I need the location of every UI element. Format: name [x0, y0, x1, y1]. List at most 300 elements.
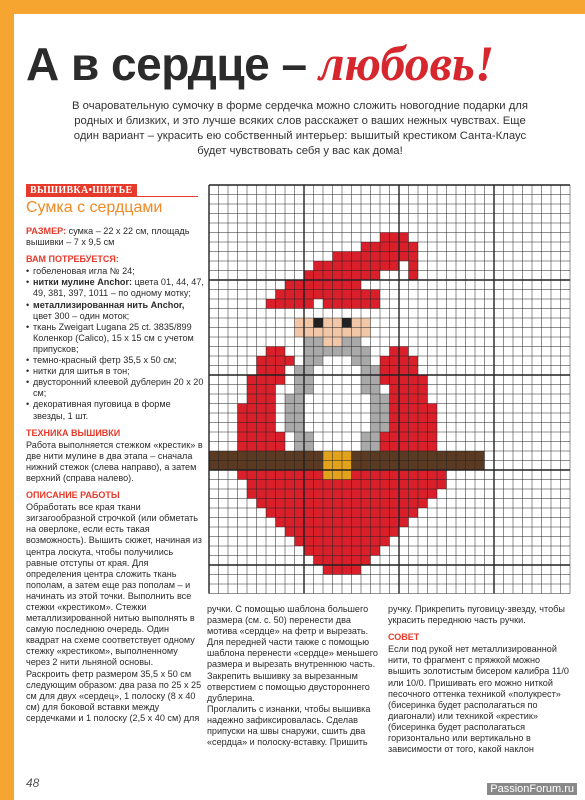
stitch-red — [399, 385, 409, 395]
stitch-white — [285, 385, 295, 395]
stitch-red — [371, 527, 381, 537]
stitch-red — [371, 508, 381, 518]
stitch-red — [247, 470, 257, 480]
stitch-white — [323, 432, 333, 442]
stitch-red — [238, 432, 248, 442]
stitch-red — [285, 470, 295, 480]
stitch-white — [285, 442, 295, 452]
stitch-red — [409, 394, 419, 404]
stitch-red — [380, 233, 390, 243]
stitch-white — [352, 404, 362, 414]
stitch-red — [314, 537, 324, 547]
stitch-white — [418, 280, 428, 290]
stitch-red — [437, 480, 447, 490]
stitch-red — [399, 470, 409, 480]
stitch-red — [276, 299, 286, 309]
stitch-white — [371, 309, 381, 319]
stitch-red — [295, 537, 305, 547]
stitch-red — [285, 489, 295, 499]
stitch-red — [399, 508, 409, 518]
stitch-red — [352, 499, 362, 509]
stitch-red — [333, 518, 343, 528]
stitch-gray — [371, 404, 381, 414]
column-middle — [207, 604, 379, 748]
stitch-red — [323, 261, 333, 271]
stitch-white — [285, 318, 295, 328]
stitch-red — [399, 432, 409, 442]
stitch-red — [361, 527, 371, 537]
stitch-white — [314, 394, 324, 404]
stitch-gold — [323, 470, 333, 480]
stitch-skin — [323, 337, 333, 347]
stitch-red — [342, 518, 352, 528]
stitch-brown — [285, 451, 295, 461]
stitch-white — [333, 413, 343, 423]
stitch-white — [352, 413, 362, 423]
stitch-red — [333, 299, 343, 309]
stitch-gray — [371, 375, 381, 385]
cross-stitch-chart — [207, 183, 571, 595]
stitch-red — [238, 413, 248, 423]
stitch-red — [266, 356, 276, 366]
stitch-gray — [371, 423, 381, 433]
stitch-red — [323, 499, 333, 509]
stitch-red — [352, 508, 362, 518]
stitch-brown — [352, 451, 362, 461]
stitch-skin — [361, 318, 371, 328]
stitch-red — [399, 356, 409, 366]
stitch-brown — [209, 461, 219, 471]
stitch-brown — [228, 461, 238, 471]
stitch-gray — [380, 394, 390, 404]
stitch-red — [323, 565, 333, 575]
technique-text: Работа выполняется стежком «крестик» в две нити мулине в два этапа – сначала нижний стежок (слева направо), а затем верхний (справа налево). — [26, 439, 203, 483]
stitch-brown — [276, 461, 286, 471]
stitch-red — [333, 280, 343, 290]
stitch-red — [390, 432, 400, 442]
stitch-red — [304, 299, 314, 309]
stitch-gray — [285, 404, 295, 414]
stitch-red — [314, 508, 324, 518]
stitch-red — [333, 527, 343, 537]
stitch-red — [295, 518, 305, 528]
stitch-red — [276, 470, 286, 480]
stitch-red — [247, 442, 257, 452]
stitch-red — [399, 366, 409, 376]
stitch-gray — [285, 413, 295, 423]
stitch-red — [285, 518, 295, 528]
stitch-red — [238, 423, 248, 433]
stitch-red — [323, 489, 333, 499]
stitch-red — [390, 442, 400, 452]
stitch-brown — [456, 451, 466, 461]
stitch-red — [342, 261, 352, 271]
stitch-red — [314, 556, 324, 566]
stitch-white — [285, 328, 295, 338]
stitch-white — [314, 375, 324, 385]
stitch-red — [390, 356, 400, 366]
stitch-red — [371, 518, 381, 528]
stitch-red — [276, 508, 286, 518]
stitch-skin — [333, 318, 343, 328]
stitch-red — [333, 290, 343, 300]
stitch-brown — [456, 461, 466, 471]
stitch-gray — [295, 423, 305, 433]
stitch-red — [371, 290, 381, 300]
stitch-red — [390, 252, 400, 262]
stitch-gray — [304, 375, 314, 385]
stitch-red — [276, 489, 286, 499]
stitch-brown — [295, 461, 305, 471]
stitch-red — [418, 432, 428, 442]
stitch-red — [257, 394, 267, 404]
stitch-red — [409, 489, 419, 499]
stitch-red — [266, 413, 276, 423]
stitch-red — [390, 366, 400, 376]
description-para-1: Обработать все края ткани зигзагообразной строчкой (или обметать на оверлоке, если есть такая возможность). Вышить сюжет, начиная из центра лоскута, чтобы получились равные отступы от края. Для определения центра сложить ткань пополам, а затем еще раз пополам – и начинать из этой точки. Выполнить все стежки «крестиком». Стежки металлизированной нитью выполнять в самую последнюю очередь. Один квадрат на схеме соответствует одному стежку «крестиком», выполненному через 2 нити льняной основы. — [26, 502, 202, 668]
description-para-6: ручку. Прикрепить пуговицу-звезду, чтобы украсить переднюю часть ручки. — [388, 604, 565, 626]
stitch-white — [304, 404, 314, 414]
stitch-red — [371, 242, 381, 252]
stitch-red — [285, 499, 295, 509]
stitch-red — [371, 271, 381, 281]
stitch-red — [295, 499, 305, 509]
stitch-red — [266, 442, 276, 452]
stitch-red — [361, 480, 371, 490]
stitch-red — [409, 404, 419, 414]
stitch-red — [247, 394, 257, 404]
stitch-red — [285, 280, 295, 290]
stitch-gray — [314, 356, 324, 366]
description-heading: ОПИСАНИЕ РАБОТЫ — [26, 490, 120, 501]
stitch-red — [361, 299, 371, 309]
stitch-red — [257, 499, 267, 509]
stitch-red — [390, 470, 400, 480]
stitch-red — [276, 442, 286, 452]
stitch-red — [276, 356, 286, 366]
stitch-red — [380, 356, 390, 366]
stitch-red — [333, 508, 343, 518]
stitch-red — [418, 413, 428, 423]
stitch-red — [409, 375, 419, 385]
stitch-red — [352, 565, 362, 575]
stitch-white — [314, 413, 324, 423]
stitch-red — [295, 290, 305, 300]
stitch-brown — [466, 451, 476, 461]
stitch-white — [323, 309, 333, 319]
stitch-red — [418, 404, 428, 414]
stitch-red — [390, 489, 400, 499]
stitch-brown — [209, 451, 219, 461]
stitch-red — [409, 499, 419, 509]
stitch-red — [323, 480, 333, 490]
stitch-red — [323, 299, 333, 309]
stitch-brown — [304, 461, 314, 471]
stitch-brown — [295, 451, 305, 461]
stitch-brown — [466, 461, 476, 471]
stitch-red — [409, 252, 419, 262]
stitch-red — [437, 470, 447, 480]
stitch-red — [409, 432, 419, 442]
stitch-red — [361, 271, 371, 281]
stitch-red — [428, 413, 438, 423]
materials-item-bold: металлизированная нить Anchor, — [33, 299, 185, 310]
stitch-red — [409, 366, 419, 376]
rubric-label: ВЫШИВКА•ШИТЬЕ — [26, 184, 137, 197]
stitch-red — [390, 499, 400, 509]
stitch-red — [371, 537, 381, 547]
stitch-red — [266, 394, 276, 404]
stitch-gray — [304, 356, 314, 366]
stitch-white — [361, 309, 371, 319]
stitch-red — [380, 442, 390, 452]
stitch-red — [257, 366, 267, 376]
stitch-brown — [390, 461, 400, 471]
stitch-brown — [276, 451, 286, 461]
stitch-red — [285, 508, 295, 518]
stitch-brown — [238, 461, 248, 471]
stitch-red — [285, 299, 295, 309]
technique-heading: ТЕХНИКА ВЫШИВКИ — [26, 427, 121, 438]
stitch-skin — [333, 328, 343, 338]
stitch-red — [323, 546, 333, 556]
stitch-gray — [361, 356, 371, 366]
stitch-red — [333, 546, 343, 556]
stitch-red — [342, 565, 352, 575]
stitch-red — [323, 556, 333, 566]
stitch-red — [380, 489, 390, 499]
stitch-red — [323, 527, 333, 537]
stitch-red — [390, 233, 400, 243]
stitch-gold — [333, 451, 343, 461]
stitch-gray — [295, 394, 305, 404]
stitch-red — [276, 375, 286, 385]
stitch-gray — [361, 385, 371, 395]
stitch-red — [371, 252, 381, 262]
stitch-red — [333, 537, 343, 547]
stitch-red — [295, 280, 305, 290]
stitch-red — [352, 546, 362, 556]
stitch-red — [295, 480, 305, 490]
stitch-gray — [371, 432, 381, 442]
stitch-white — [314, 423, 324, 433]
stitch-white — [361, 404, 371, 414]
stitch-red — [266, 499, 276, 509]
stitch-white — [285, 375, 295, 385]
stitch-red — [342, 527, 352, 537]
stitch-white — [333, 442, 343, 452]
stitch-gray — [361, 366, 371, 376]
stitch-white — [276, 394, 286, 404]
stitch-eye — [342, 318, 352, 328]
stitch-red — [390, 385, 400, 395]
stitch-white — [342, 366, 352, 376]
stitch-red — [409, 470, 419, 480]
stitch-gray — [361, 375, 371, 385]
stitch-red — [333, 556, 343, 566]
stitch-red — [399, 413, 409, 423]
stitch-red — [266, 299, 276, 309]
stitch-red — [409, 508, 419, 518]
stitch-white — [333, 375, 343, 385]
materials-item — [26, 322, 204, 355]
stitch-red — [257, 375, 267, 385]
stitch-white — [342, 375, 352, 385]
stitch-red — [399, 375, 409, 385]
description-para-3: ручки. С помощью шаблона большего размера (см. с. 50) перенести два мотива «сердце» на фетр и вырезать. Для передней части также с помощью шаблона перенести «сердце» меньшего размера и вырезать внутреннюю часть. — [207, 604, 378, 670]
stitch-brown — [371, 451, 381, 461]
stitch-white — [361, 423, 371, 433]
stitch-red — [266, 347, 276, 357]
stitch-red — [266, 470, 276, 480]
stitch-red — [304, 480, 314, 490]
materials-item — [26, 399, 204, 421]
stitch-red — [409, 442, 419, 452]
stitch-gray — [352, 347, 362, 357]
stitch-white — [333, 309, 343, 319]
description-para-5: Проглалить с изнанки, чтобы вышивка надежно зафиксировалась. Сделав припуски на швы снаружи, сшить два «сердца» и полоску-вставку. Пришить — [207, 703, 371, 748]
stitch-brown — [428, 461, 438, 471]
materials-item-text: цвета 01, 44, 47, 49, 381, 397, 1011 – по одному мотку; — [33, 277, 204, 299]
stitch-red — [304, 280, 314, 290]
stitch-gold — [342, 461, 352, 471]
stitch-red — [285, 290, 295, 300]
stitch-brown — [399, 451, 409, 461]
materials-list — [26, 266, 204, 421]
stitch-white — [333, 385, 343, 395]
stitch-brown — [380, 461, 390, 471]
stitch-red — [314, 271, 324, 281]
stitch-skin — [352, 318, 362, 328]
stitch-gray — [304, 347, 314, 357]
stitch-brown — [409, 451, 419, 461]
stitch-red — [418, 480, 428, 490]
stitch-white — [361, 337, 371, 347]
stitch-brown — [475, 461, 485, 471]
stitch-red — [314, 489, 324, 499]
stitch-gray — [352, 337, 362, 347]
stitch-red — [304, 518, 314, 528]
stitch-red — [342, 508, 352, 518]
stitch-gray — [361, 432, 371, 442]
stitch-red — [380, 432, 390, 442]
stitch-white — [304, 309, 314, 319]
stitch-white — [333, 366, 343, 376]
stitch-red — [323, 280, 333, 290]
stitch-red — [333, 261, 343, 271]
stitch-red — [342, 280, 352, 290]
stitch-red — [266, 366, 276, 376]
stitch-red — [361, 546, 371, 556]
stitch-skin — [323, 318, 333, 328]
stitch-red — [361, 499, 371, 509]
stitch-red — [371, 299, 381, 309]
stitch-red — [323, 537, 333, 547]
stitch-red — [333, 480, 343, 490]
stitch-red — [399, 480, 409, 490]
stitch-red — [323, 518, 333, 528]
stitch-eye — [314, 318, 324, 328]
stitch-red — [257, 423, 267, 433]
stitch-brown — [399, 461, 409, 471]
stitch-gray — [371, 385, 381, 395]
materials-item-text: гобеленовая игла № 24; — [33, 266, 135, 277]
stitch-gray — [380, 413, 390, 423]
stitch-gray — [371, 366, 381, 376]
stitch-white — [323, 442, 333, 452]
stitch-red — [352, 470, 362, 480]
stitch-red — [333, 565, 343, 575]
intro-text: В очаровательную сумочку в форме сердечка можно сложить новогодние подарки для родных и близких, и это лучше всяких слов расскажет о ваших нежных чувствах. Еще один вариант – украсить ею собственный интерьер: вышитый крестиком Санта-Клаус будет чувствовать себя у вас как дома! — [71, 100, 528, 157]
size-label: РАЗМЕР: — [26, 226, 67, 236]
stitch-red — [361, 470, 371, 480]
stitch-red — [390, 394, 400, 404]
stitch-white — [323, 404, 333, 414]
stitch-brown — [361, 451, 371, 461]
stitch-white — [342, 413, 352, 423]
stitch-white — [276, 309, 286, 319]
stitch-red — [314, 290, 324, 300]
stitch-gray — [304, 385, 314, 395]
stitch-white — [352, 442, 362, 452]
stitch-brown — [219, 461, 229, 471]
stitch-red — [257, 432, 267, 442]
stitch-red — [304, 546, 314, 556]
stitch-white — [409, 280, 419, 290]
stitch-red — [399, 252, 409, 262]
stitch-skin — [304, 328, 314, 338]
stitch-red — [314, 480, 324, 490]
stitch-red — [380, 537, 390, 547]
stitch-red — [361, 508, 371, 518]
stitch-red — [428, 470, 438, 480]
stitch-red — [390, 375, 400, 385]
stitch-red — [257, 413, 267, 423]
stitch-brown — [437, 461, 447, 471]
stitch-white — [295, 309, 305, 319]
stitch-red — [352, 480, 362, 490]
stitch-red — [409, 271, 419, 281]
stitch-red — [333, 271, 343, 281]
stitch-red — [314, 470, 324, 480]
stitch-white — [333, 394, 343, 404]
stitch-red — [276, 518, 286, 528]
stitch-white — [304, 413, 314, 423]
stitch-red — [314, 546, 324, 556]
stitch-red — [428, 404, 438, 414]
description-para-2: Раскроить фетр размером 35,5 х 50 см следующим образом: два раза по 25 х 25 см для двух «сердец», 1 полоску (8 х 40 см) для боковой вставки между сердечками и 1 полоску (2,5 х 40 см) для — [26, 668, 202, 723]
stitch-skin — [333, 337, 343, 347]
stitch-red — [380, 480, 390, 490]
stitch-red — [390, 480, 400, 490]
stitch-white — [361, 394, 371, 404]
stitch-white — [333, 356, 343, 366]
stitch-white — [304, 394, 314, 404]
stitch-brown — [247, 451, 257, 461]
stitch-white — [295, 356, 305, 366]
stitch-white — [276, 423, 286, 433]
materials-item — [26, 266, 204, 277]
stitch-brown — [428, 451, 438, 461]
stitch-red — [390, 404, 400, 414]
stitch-gray — [285, 423, 295, 433]
stitch-white — [333, 432, 343, 442]
stitch-white — [380, 385, 390, 395]
stitch-white — [276, 404, 286, 414]
stitch-white — [352, 423, 362, 433]
stitch-red — [352, 527, 362, 537]
stitch-red — [342, 546, 352, 556]
